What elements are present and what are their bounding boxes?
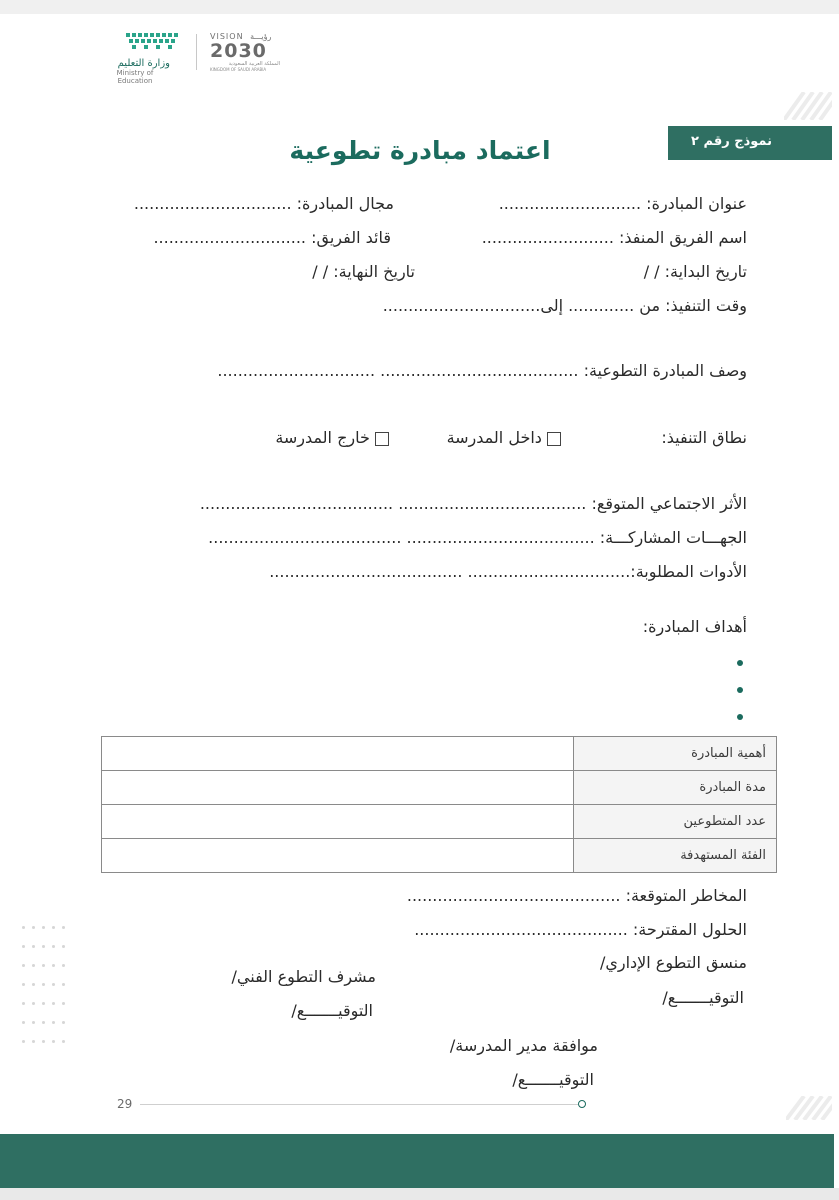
solutions-field: الحلول المقترحة: ..........................................: [414, 920, 747, 939]
outside-school-label: خارج المدرسة: [275, 428, 370, 447]
ministry-english-name: Ministry of Education: [116, 69, 154, 85]
table-label-cell: الفئة المستهدفة: [574, 839, 777, 873]
tools-field: الأدوات المطلوبة:................................ ......................................: [269, 562, 747, 581]
table-value-cell[interactable]: [102, 805, 574, 839]
objective-bullet-3: [737, 714, 743, 720]
form-number-badge: [668, 126, 832, 160]
vision-sub-english: KINGDOM OF SAUDI ARABIA: [210, 67, 267, 72]
objective-bullet-1: [737, 660, 743, 666]
initiative-domain-field: مجال المبادرة: ...............................: [133, 194, 394, 213]
start-date-field: تاريخ البداية: / /: [643, 262, 747, 281]
social-impact-field: الأثر الاجتماعي المتوقع: ..................................... ......................................: [199, 494, 747, 513]
inside-school-checkbox[interactable]: [547, 432, 561, 446]
outside-school-checkbox[interactable]: [375, 432, 389, 446]
table-label-cell: عدد المتطوعين: [574, 805, 777, 839]
table-label-cell: أهمية المبادرة: [574, 737, 777, 771]
scope-label: نطاق التنفيذ:: [661, 428, 747, 447]
scope-outside-option[interactable]: [275, 428, 389, 447]
objective-bullet-2: [737, 687, 743, 693]
ministry-arabic-name: وزارة التعليم: [117, 58, 170, 69]
ministry-emblem-icon: [100, 30, 185, 54]
top-frame: [0, 0, 839, 14]
tech-signature-label: التوقيـــــــع/: [291, 1001, 373, 1020]
team-name-field: اسم الفريق المنفذ: ..........................: [481, 228, 747, 247]
table-row: [102, 771, 777, 805]
initiative-details-table: [101, 736, 777, 873]
stripes-decoration-icon: [784, 92, 832, 120]
vision-year: 2030: [210, 40, 267, 62]
risks-field: المخاطر المتوقعة: ..........................................: [406, 886, 747, 905]
page-title: اعتماد مبادرة تطوعية: [289, 136, 551, 165]
execution-time-field: وقت التنفيذ: من ............. إلى...............................: [382, 296, 747, 315]
ministry-logo: [100, 30, 185, 85]
page-number: 29: [117, 1097, 133, 1111]
vision-label: VISION: [210, 32, 244, 41]
objectives-label: أهداف المبادرة:: [642, 617, 747, 636]
dot-grid-decoration: [22, 924, 102, 1057]
table-value-cell[interactable]: [102, 737, 574, 771]
footer-line: [140, 1104, 578, 1105]
table-row: [102, 839, 777, 873]
table-row: [102, 805, 777, 839]
footer-stripes-icon: [786, 1096, 832, 1120]
vision-arabic: رؤيـــة: [250, 32, 272, 41]
logo-divider: [196, 34, 197, 70]
end-date-field: تاريخ النهاية: / /: [312, 262, 415, 281]
form-number-text: نموذج رقم ٢: [691, 134, 772, 149]
principal-approval-label: موافقة مدير المدرسة/: [449, 1036, 598, 1055]
team-leader-field: قائد الفريق: ..............................: [153, 228, 391, 247]
table-row: [102, 737, 777, 771]
table-value-cell[interactable]: [102, 839, 574, 873]
scope-inside-option[interactable]: [447, 428, 561, 447]
principal-signature-label: التوقيـــــــع/: [512, 1070, 594, 1089]
initiative-title-field: عنوان المبادرة: ............................: [498, 194, 747, 213]
participants-field: الجهـــات المشاركـــة: ..................................... ......................................: [208, 528, 747, 547]
tech-supervisor-label: مشرف التطوع الفني/: [231, 967, 376, 986]
table-label-cell: مدة المبادرة: [574, 771, 777, 805]
vision-2030-logo: [210, 32, 280, 76]
table-value-cell[interactable]: [102, 771, 574, 805]
admin-signature-label: التوقيـــــــع/: [662, 988, 744, 1007]
bottom-frame: [0, 1188, 839, 1200]
description-field: وصف المبادرة التطوعية: ....................................... ...............................: [217, 361, 747, 380]
bottom-brand-bar: [0, 1134, 834, 1188]
inside-school-label: داخل المدرسة: [446, 428, 542, 447]
vision-sub-arabic: المملكة العربية السعودية: [228, 61, 280, 67]
admin-coordinator-label: منسق التطوع الإداري/: [599, 953, 747, 972]
footer-circle-icon: [578, 1100, 586, 1108]
